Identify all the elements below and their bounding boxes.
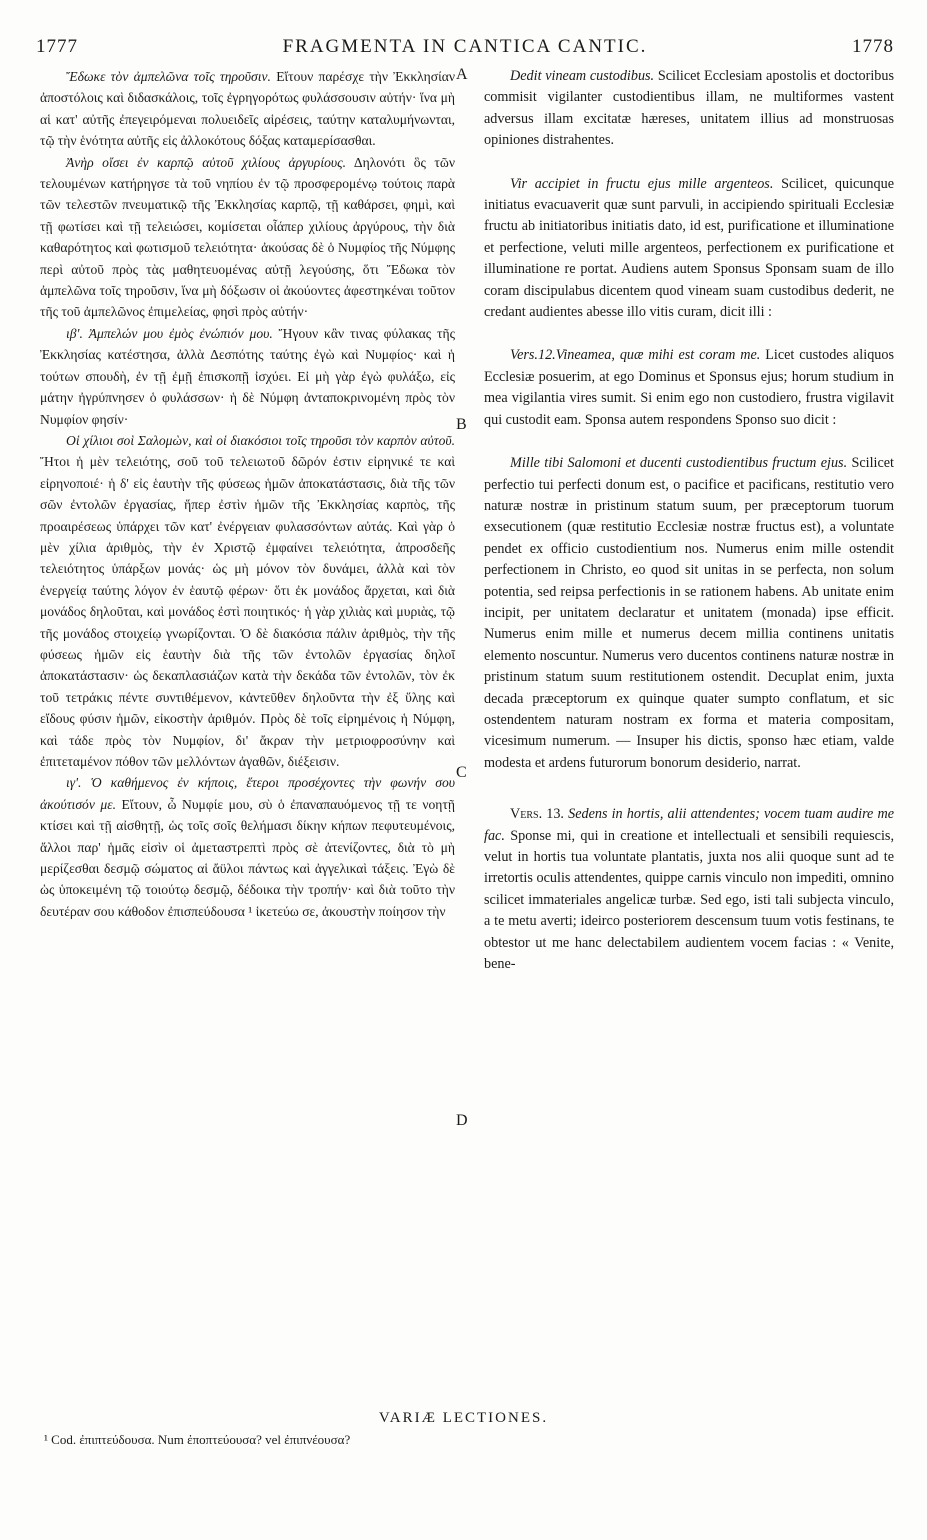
greek-paragraph-1 — [40, 66, 455, 152]
margin-marker-c: C — [456, 764, 467, 781]
right-column-number: 1778 — [852, 36, 894, 57]
greek-lemma-1: Ἔδωκε τὸν ἀμπελῶνα τοῖς τηροῦσιν. — [66, 69, 271, 84]
latin-lemma-5: Sedens in hortis, alii attendentes; vocem tuam audire me fac. — [484, 806, 895, 844]
variae-lectiones-note: ¹ Cod. ἐπιπτεύδουσα. Num ἐποπτεύουσα? vel ἐπιπνέουσα? — [44, 1432, 351, 1447]
latin-paragraph-1 — [484, 66, 894, 152]
greek-lemma-2: Ἀνὴρ οἴσει ἐν καρπῷ αὐτοῦ χιλίους ἀργυρίους. — [66, 154, 347, 170]
greek-text-5: Εἴτουν, ὦ Νυμφίε μου, σὺ ὁ ἐπαναπαυόμενος τῇ τε νοητῇ κτίσει καὶ τῇ αἰσθητῇ, ὡς τοῖς σοῖς θελήμασι δίκην κήπων πεφυτευμένοις, ἄλλοι παρ' ἡμᾶς εἰσὶν οἱ ἀμεταστρεπτὶ πρὸς σὲ ἀτενίζοντες, διὰ τὸ μὴ μερίζεσθαι δεσμῷ σώματος αἱ ἄϋλοι πάντως καὶ ἀγγελικαὶ τάξεις. Ἐγὼ δὲ ὡς ὑποκειμένη τῷ τοιούτῳ δεσμῷ, δέδοικα τὴν τροπήν· καὶ διὰ τοῦτο τὴν δευτέραν σου κάθοδον ἐπισπεύδουσα ¹ ἱκετεύω σε, ἀκουστὴν ποίησον τὴν — [40, 796, 455, 919]
greek-paragraph-2 — [40, 152, 455, 323]
greek-text-3: Ἤγουν κἂν τινας φύλακας τῆς Ἐκκλησίας κατέστησα, ἀλλὰ Δεσπότης ταύτης ἐγὼ καὶ Νυμφίος· καὶ ἡ τούτων σπουδὴ, ἐν τῇ ἐμῇ ἐπισκοπῇ ἰσχύει. Εἰ μὴ γὰρ ἐγὼ φυλάξω, εἰς μάτην ἠγρύπνησεν ὁ φυλάσσων· ἡ δὲ Νύμφη ἀνταποκρινομένη πρὸς τὸν Νυμφίον φησίν· — [40, 325, 455, 427]
latin-text-3: Licet custodes aliquos Ecclesiæ posuerim, at ego Dominus et Sponsus ejus; horum studium in mea vigilantia vires sumit. Si enim ego non custodiero, frustra vigilavit qui custodit eam. Sponsa autem respondens Sponso suo dicit : — [484, 347, 894, 428]
latin-paragraph-2 — [484, 174, 894, 324]
margin-marker-a: A — [456, 66, 468, 83]
latin-text-2: Scilicet, quicunque initiatus evacuaverit quæ sunt parvuli, in accipiendo spirituali Ecclesiæ fructu ab initiatoribus initiatis dato, id est, purificatione et illuminatione et perfectione, veluti mille argenteos, perfectionem ex purificatione et illuminatione re portat. Audiens autem Sponsus Sponsam suam de illo coram discipulabus dicentem quod vineam suam custodibus dederit, ne credant audientes abesse illo vitis curam, dicit illi : — [484, 175, 894, 321]
latin-paragraph-3 — [484, 345, 894, 431]
running-title: FRAGMENTA IN CANTICA CANTIC. — [282, 36, 648, 57]
latin-text-4: Scilicet perfectio tui perfecti donum est, o pacifice et pacificans, restitutio vero naturæ nostræ in pristinum statum suum, per præceptorum tuorum exsecutionem (quæ restitutio Ecclesiæ nostræ fructus est), a voluntate pendet ex officio custodientium nos. Numerus enim mille ostendit perfectionem in Christo, eo quod sit unitas in se perfecta, non solum potentia, sed reipsa perfectionis in se rationem habens. Ab unitate enim incipit, per unitatem declaratur et unitatem (monada) ipse efficit. Numerus enim mille et numerus decem millia continens unitatis elemento noscuntur. Numerus vero ducentos continens naturæ nostræ in pristinum statum suum restitutionem ostendit. Decuplat enim, juxta decada præceptorum ex quinque quater sumpto conflatum, et sic ostendentem naturam nostram ex forma et materia compositam, vicesimum numerum. — Insuper his dictis, sponso hæc etiam, valde modesta et ardens futurorum bonorum desiderio, narrat. — [484, 455, 894, 771]
latin-verse-label-5: Vers. 13. — [510, 806, 564, 823]
greek-paragraph-3 — [40, 323, 455, 430]
latin-lemma-2: Vir accipiet in fructu ejus mille argenteos. — [510, 175, 774, 192]
latin-column — [484, 66, 894, 975]
page-header — [36, 36, 894, 60]
latin-paragraph-5 — [484, 804, 894, 975]
latin-lemma-4: Mille tibi Salomoni et ducenti custodientibus fructum ejus. — [510, 455, 848, 472]
left-column-number: 1777 — [36, 36, 78, 57]
greek-text-2: Δηλονότι ὃς τῶν τελουμένων κατήρηγσε τὰ τοῦ νηπίου ἐν τῷ προσφερομένῳ τούτοις παρὰ τῶν τελεστῶν πνευματικῷ τῆς Ἐκκλησίας καρπῷ, τῇ καθάρσει, φημὶ, καὶ τῇ φωτίσει καὶ τῇ τελειώσει, κομίσεται οἷάπερ χιλίους ἀργύρους, τὴν διὰ καθαρότητος καὶ φωτισμοῦ τελειότητα· ἀκούσας δὲ ὁ Νυμφίος τῆς Νύμφης περὶ αὐτοῦ πρὸς τὰς μαθητευομένας αὐτῇ λεγούσης, ὅτι Ἔδωκα τὸν ἀμπελῶνα τοῖς τηροῦσιν, ἵνα μὴ δόξωσιν οἱ ἀκούοντες ἀφεστηκέναι τοῦτον τῆς τοῦ ἀμπελῶνος ἐπιμελείας, φησὶ πρὸς αὐτήν· — [40, 154, 455, 320]
latin-text-1: Scilicet Ecclesiam apostolis et doctoribus commisit vigilanter custodientibus illam, ne multiformes vastent adversus illam excitatæ hæreses, unitatem illius ad monstruosas opiniones distrahentes. — [484, 68, 894, 149]
latin-lemma-3: Vers.12.Vineamea, quæ mihi est coram me. — [510, 347, 761, 364]
greek-lemma-3: ιβ'. Ἀμπελών μου ἐμὸς ἐνώπιόν μου. — [66, 325, 273, 341]
latin-lemma-1: Dedit vineam custodibus. — [510, 68, 655, 84]
latin-paragraph-4 — [484, 453, 894, 774]
greek-text-4: Ἤτοι ἡ μὲν τελειότης, σοῦ τοῦ τελειωτοῦ δῶρόν ἐστιν εἰρηνικέ τε καὶ εἰρηνοποιέ· ἡ δ' εἰς ἑαυτὴν τῆς φύσεως ἡμῶν ἀποκατάστασις, διὰ τῆς τῶν σῶν ἐντολῶν ἐργασίας, ἥπερ ἐστὶν ἡμῶν τῆς Ἐκκλησίας καρπὸς, τῆς προαιρέσεως ὑπάρχει τῶν κατ' ἐνέργειαν φυλασσόντων αὐτάς. Καὶ γὰρ ὁ μὲν χίλια ἀριθμὸς, τὴν ἐν Χριστῷ ἐμφαίνει τελειότητα, ἀπροσδεῆς τελειότητος ὑπάρξων μονάς· ὡς μὴ μόνον τὸν δυνάμει, ἀλλὰ καὶ τὸν ἐνεργείᾳ ταύτης λόγον ἐν ἑαυτῷ φέρων· ὅτι ἐκ μονάδος ἄρχεται, καὶ διὰ μονάδος δηλοῦται, καὶ μονάδος ἐστὶ ποιητικός· ἡ γὰρ χιλιὰς καὶ μυριὰς, τῷ τῆς μονάδος στοιχείῳ γνωρίζονται. Ὁ δὲ διακόσια πάλιν ἀριθμὸς, τὴν τῆς φύσεως ἡμῶν εἰς ἑαυτὴν διὰ τῆς τῶν ἐντολῶν ἐργασίας δηλοῖ ἀποκατάστασιν· ὡς δεκαπλασιάζων κατὰ τὴν δεκάδα τῶν ἐντολῶν, τὸν ἐκ τοῦ τετράκις πέντε συντιθέμενον, κἀντεῦθεν δηλοῦντα τὴν ἐξ ὕλης καὶ εἴδους φύσιν ἡμῶν, εἰκοστὴν ἀριθμόν. Πρὸς δὲ τοῖς εἰρημένοις ἡ Νύμφη, καὶ τάδε πρὸς τὸν Νυμφίον, δι' ἄκραν τὴν μετριοφροσύνην καὶ ἐπιτεταμένον πόθον τῶν μελλόντων ἀγαθῶν, διέξεισιν. — [40, 454, 455, 769]
greek-paragraph-4 — [40, 430, 455, 773]
greek-text-1: Εἴτουν παρέσχε τὴν Ἐκκλησίαν ἀποστόλοις καὶ διδασκάλοις, τοῖς ἐγρηγορότως φυλάσσουσιν αὐτήν· ἵνα μὴ αἱ κατ' αὐτῆς ἐπεγειρόμεναι πολυειδεῖς αἱρέσεις, ταύτην καταλυμήνωνται, τῷ τὴν ἑνότητα αὐτῆς εἰς ἀλλοκότους δόξας καταμερίσασθαι. — [40, 69, 455, 149]
margin-marker-d: D — [456, 1112, 468, 1129]
greek-lemma-5: ιγ'. Ὁ καθήμενος ἐν κήποις, ἕτεροι προσέχοντες τὴν φωνήν σου ἀκούτισόν με. — [40, 775, 455, 812]
greek-lemma-4: Οἱ χίλιοι σοὶ Σαλομὼν, καὶ οἱ διακόσιοι τοῖς τηροῦσι τὸν καρπὸν αὐτοῦ. — [66, 432, 455, 448]
variae-lectiones-title: VARIÆ LECTIONES. — [378, 1410, 549, 1426]
latin-text-5: Sponse mi, qui in creatione et intellectuali et sensibili requiescis, velut in hortis tua voluntate plantatis, juxta nos alii quoque sunt ad te irretortis oculis attendentes, quippe carnis vinculo non impediti, omnino scilicet immateriales angelicæ turbæ. Sed ego, isti tali subjecta vinculo, a te metu averti; ideirco posteriorem descensum tuum votis festinans, te obtestor ut me hanc delectabilem audientem vocem facias : « Venite, bene- — [484, 827, 894, 973]
margin-marker-b: B — [456, 416, 467, 433]
greek-paragraph-5 — [40, 772, 455, 922]
greek-column — [40, 66, 455, 922]
